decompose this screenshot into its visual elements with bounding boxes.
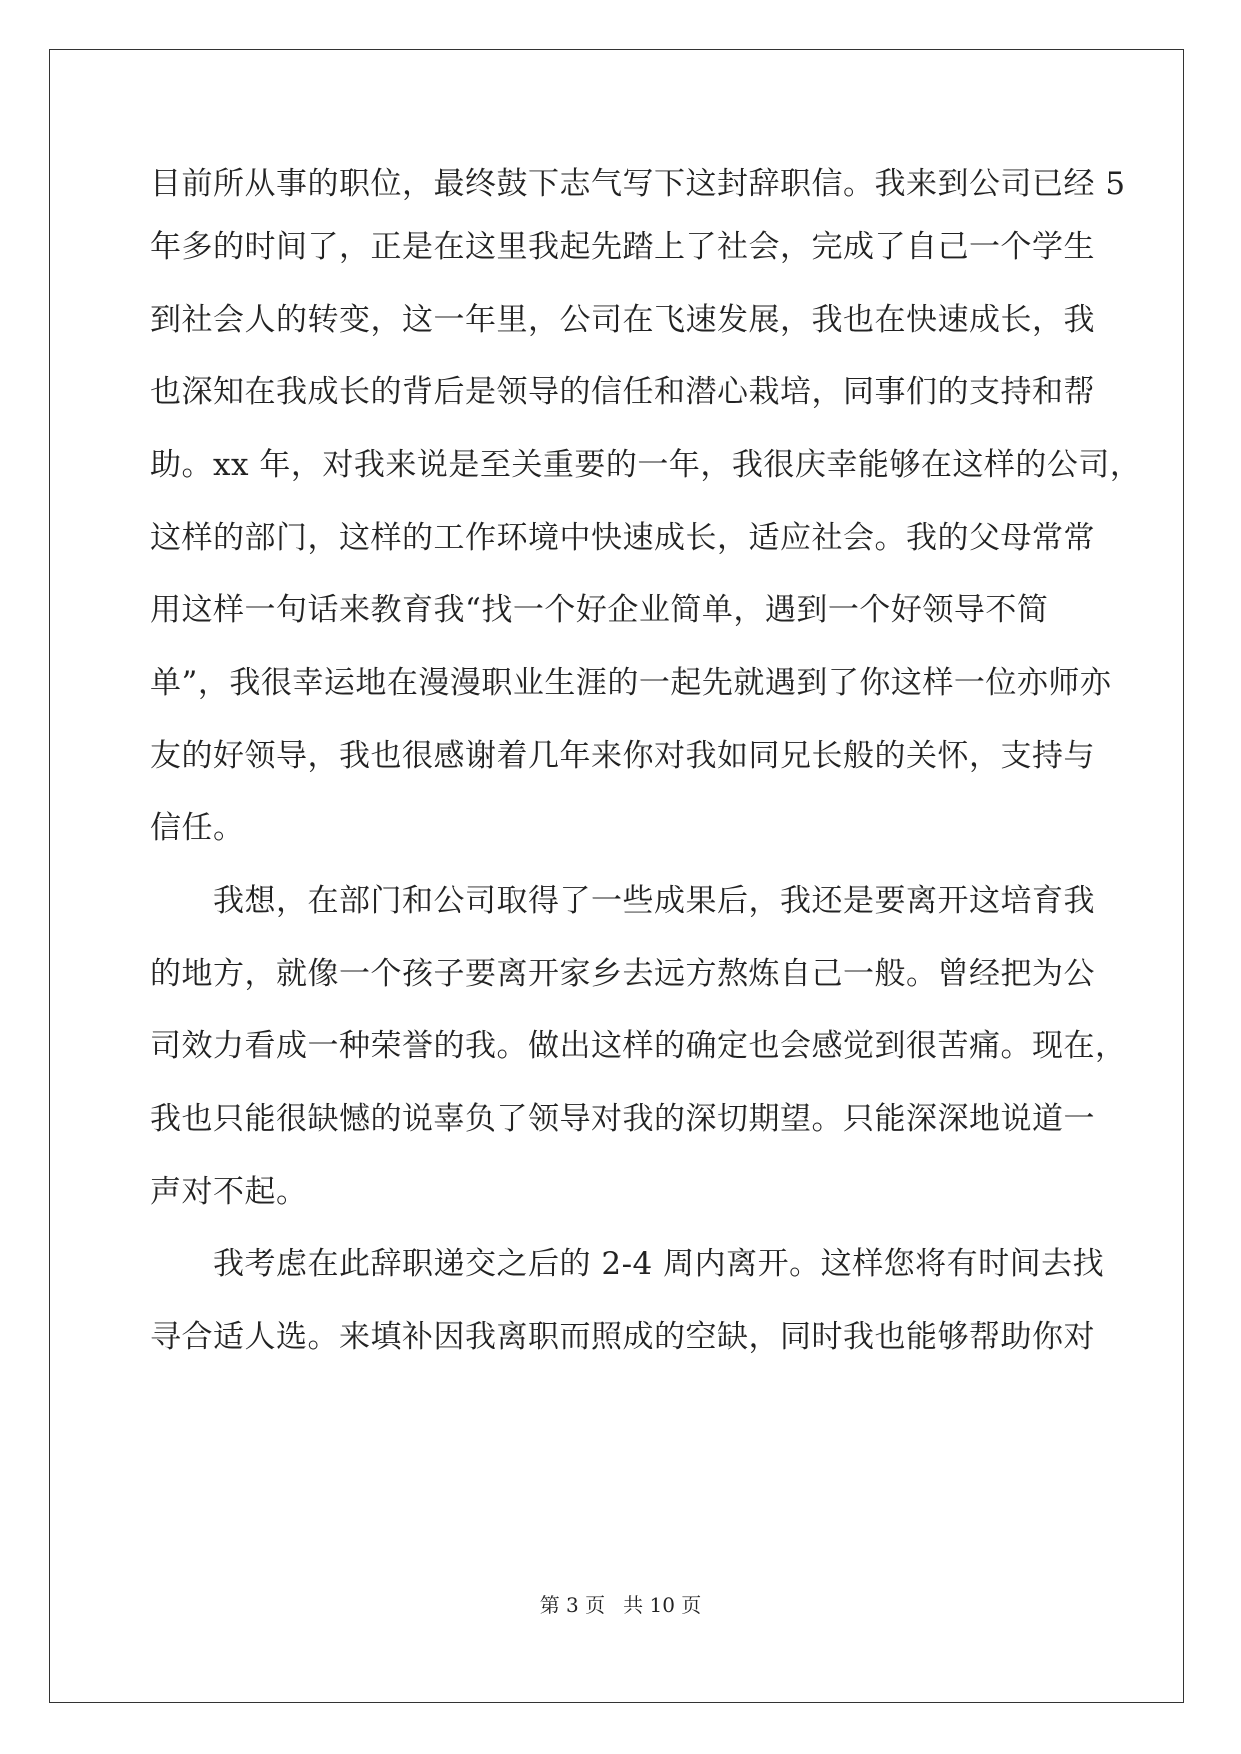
body-line: 用这样一句话来教育我“找一个好企业简单，遇到一个好领导不简 — [150, 592, 1049, 628]
body-line: 单”，我很幸运地在漫漫职业生涯的一起先就遇到了你这样一位亦师亦 — [150, 665, 1112, 701]
body-line: 我也只能很缺憾的说辜负了领导对我的深切期望。只能深深地说道一 — [150, 1101, 1095, 1137]
body-line: 司效力看成一种荣誉的我。做出这样的确定也会感觉到很苦痛。现在， — [150, 1028, 1127, 1064]
body-line: 到社会人的转变，这一年里，公司在飞速发展，我也在快速成长，我 — [150, 302, 1095, 338]
body-line: 友的好领导，我也很感谢着几年来你对我如同兄长般的关怀，支持与 — [150, 738, 1095, 774]
body-line: 这样的部门，这样的工作环境中快速成长，适应社会。我的父母常常 — [150, 520, 1095, 556]
body-line: 也深知在我成长的背后是领导的信任和潜心栽培，同事们的支持和帮 — [150, 374, 1095, 410]
page-total: 共 10 页 — [623, 1593, 702, 1617]
body-line: 我考虑在此辞职递交之后的 2-4 周内离开。这样您将有时间去找 — [213, 1246, 1105, 1282]
page-border — [49, 49, 1184, 1703]
body-line: 寻合适人选。来填补因我离职而照成的空缺，同时我也能够帮助你对 — [150, 1319, 1095, 1355]
body-line: 的地方，就像一个孩子要离开家乡去远方熬炼自己一般。曾经把为公 — [150, 956, 1095, 992]
body-line: 信任。 — [150, 810, 245, 846]
page-number: 第 3 页 — [539, 1593, 606, 1617]
page-footer — [0, 1592, 1241, 1618]
body-line: 我想，在部门和公司取得了一些成果后，我还是要离开这培育我 — [213, 883, 1095, 919]
body-line: 声对不起。 — [150, 1174, 308, 1210]
body-line: 目前所从事的职位，最终鼓下志气写下这封辞职信。我来到公司已经 5 — [150, 166, 1126, 202]
body-line: 助。xx 年，对我来说是至关重要的一年，我很庆幸能够在这样的公司， — [150, 447, 1142, 483]
body-line: 年多的时间了，正是在这里我起先踏上了社会，完成了自己一个学生 — [150, 229, 1095, 265]
